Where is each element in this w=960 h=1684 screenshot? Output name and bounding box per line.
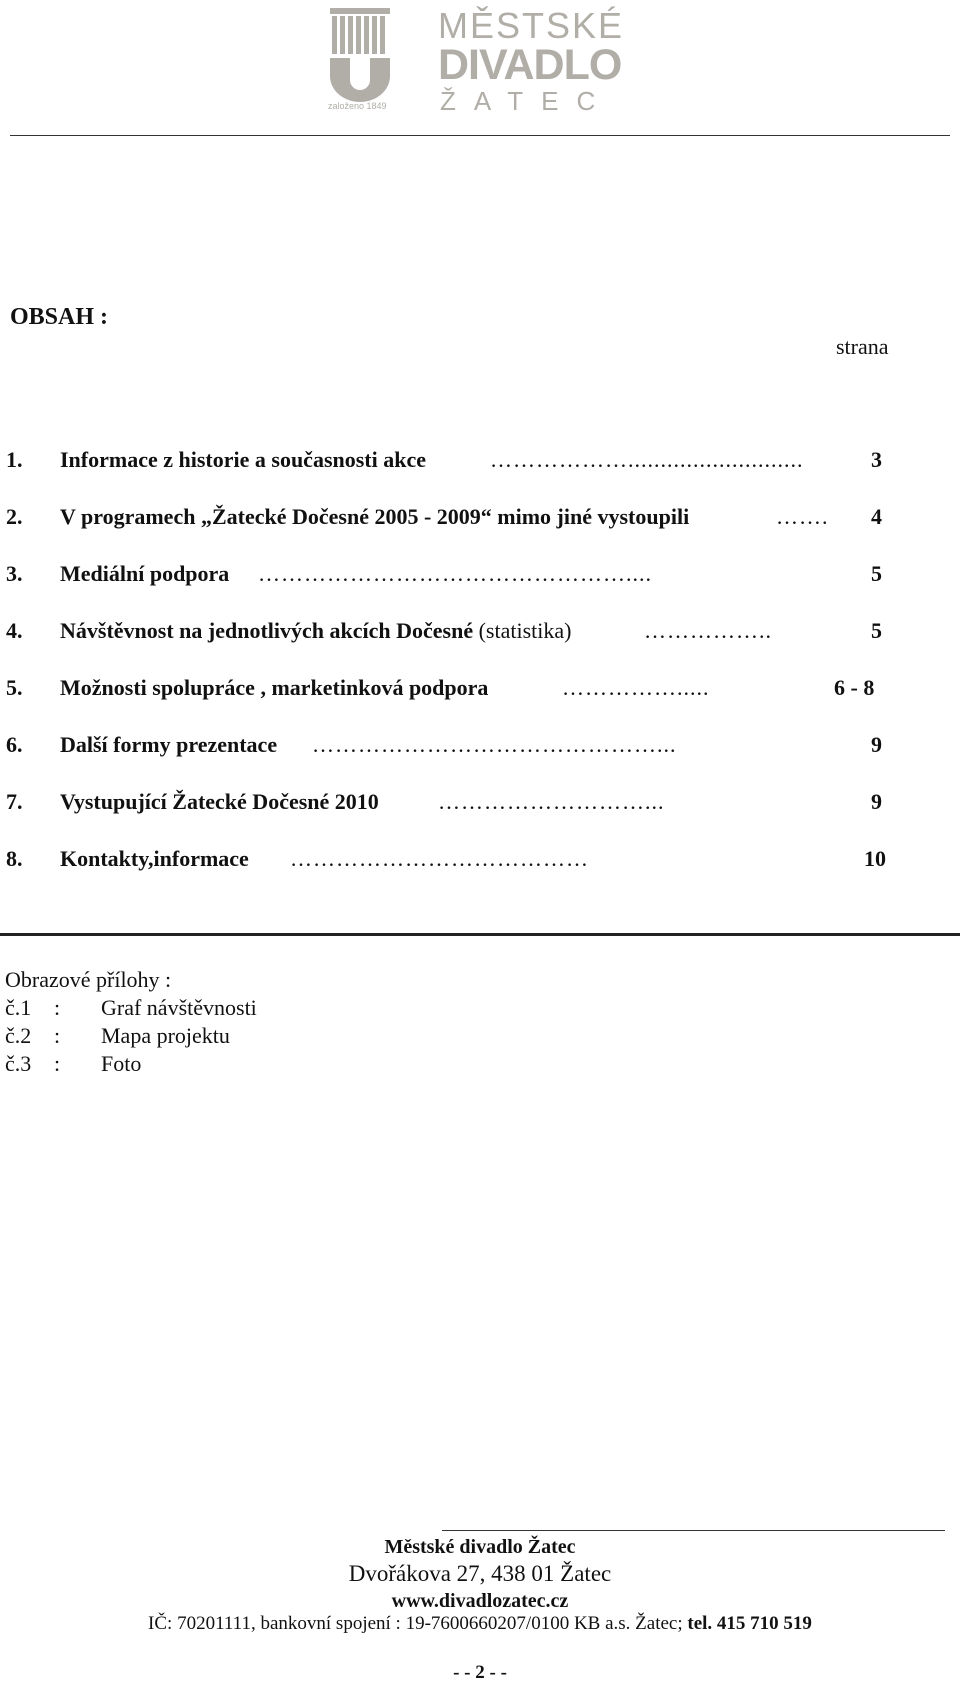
toc-entry-label: V programech „Žatecké Dočesné 2005 - 2009“ mimo jiné vystoupili (60, 504, 690, 529)
toc-entry-page: 9 (871, 732, 882, 757)
attachment-separator: : (54, 995, 61, 1020)
toc-entry-label: Vystupující Žatecké Dočesné 2010 (60, 789, 379, 814)
toc-entry-page: 3 (871, 447, 882, 472)
toc-entry-4[interactable] (0, 618, 900, 648)
toc-entry-3[interactable] (0, 561, 900, 591)
footer-address: Dvořákova 27, 438 01 Žatec (348, 1561, 612, 1586)
attachments-title: Obrazové přílohy : (5, 967, 172, 992)
toc-entry-5[interactable] (0, 675, 900, 705)
attachment-text: Foto (101, 1051, 142, 1076)
attachment-number: č.2 (5, 1023, 32, 1048)
toc-entry-dots: ……………..... (562, 675, 710, 700)
section-divider (0, 933, 960, 936)
toc-entry-page: 5 (871, 618, 882, 643)
toc-entry-page: 5 (871, 561, 882, 586)
toc-entry-number: 1. (6, 447, 23, 472)
attachment-number: č.1 (5, 995, 32, 1020)
footer-organization-name: Městské divadlo Žatec (384, 1536, 576, 1558)
toc-entry-2[interactable] (0, 504, 900, 534)
toc-entry-number: 8. (6, 846, 23, 871)
toc-entry-dots: ……. (776, 504, 829, 529)
attachment-text: Mapa projektu (101, 1023, 230, 1048)
toc-entry-page: 4 (871, 504, 882, 529)
toc-entry-dots: ………………........................... (490, 447, 804, 472)
attachment-separator: : (54, 1023, 61, 1048)
toc-entry-7[interactable] (0, 789, 900, 819)
theatre-logo (328, 6, 636, 116)
toc-entry-label: Informace z historie a současnosti akce (60, 447, 427, 472)
logo-word-mestske: MĚSTSKÉ (438, 5, 625, 46)
toc-entry-page: 6 - 8 (834, 675, 875, 700)
toc-entry-dots: ………………………………………….... (258, 561, 652, 586)
toc-entry-number: 5. (6, 675, 23, 700)
toc-title: OBSAH : (10, 304, 109, 330)
footer-company-ids (0, 1613, 960, 1635)
toc-entry-number: 3. (6, 561, 23, 586)
toc-entry-number: 2. (6, 504, 23, 529)
logo-founded-text: založeno 1849 (328, 101, 387, 111)
toc-entry-8[interactable] (0, 846, 900, 876)
toc-entry-number: 4. (6, 618, 23, 643)
toc-entry-page: 9 (871, 789, 882, 814)
toc-entry-dots: ………………………………… (290, 846, 589, 871)
header-divider (10, 135, 950, 136)
logo-word-divadlo: DIVADLO (438, 41, 622, 89)
toc-entry-dots: ………………………………………... (312, 732, 677, 757)
footer-bank-details: IČ: 70201111, bankovní spojení : 19-7600660207/0100 KB a.s. Žatec; (148, 1613, 683, 1634)
attachment-separator: : (54, 1051, 61, 1076)
logo-word-zatec: ŽATEC (440, 86, 614, 116)
attachment-number: č.3 (5, 1051, 32, 1076)
toc-entry-label: Další formy prezentace (60, 732, 278, 757)
toc-page-column-header: strana (836, 334, 889, 359)
toc-entry-dots: ………………………... (438, 789, 665, 814)
footer-website-link[interactable]: www.divadlozatec.cz (391, 1590, 569, 1612)
toc-entry-label: Kontakty,informace (60, 846, 249, 871)
toc-entry-1[interactable] (0, 447, 900, 477)
toc-entry-label: Mediální podpora (60, 561, 230, 586)
toc-entry-page: 10 (864, 846, 886, 871)
toc-entry-number: 7. (6, 789, 23, 814)
toc-entry-dots: …………….. (644, 618, 772, 643)
toc-entry-number: 6. (6, 732, 23, 757)
theatre-emblem-icon (328, 6, 392, 102)
footer-phone[interactable]: tel. 415 710 519 (687, 1613, 812, 1634)
attachment-text: Graf návštěvnosti (101, 995, 257, 1020)
footer-divider (442, 1530, 945, 1531)
toc-entry-label: Možnosti spolupráce , marketinková podpora (60, 675, 489, 700)
toc-entry-6[interactable] (0, 732, 900, 762)
toc-entry-label: Návštěvnost na jednotlivých akcích Dočesné (statistika) (60, 618, 572, 643)
page-number: - - 2 - - (453, 1662, 507, 1683)
